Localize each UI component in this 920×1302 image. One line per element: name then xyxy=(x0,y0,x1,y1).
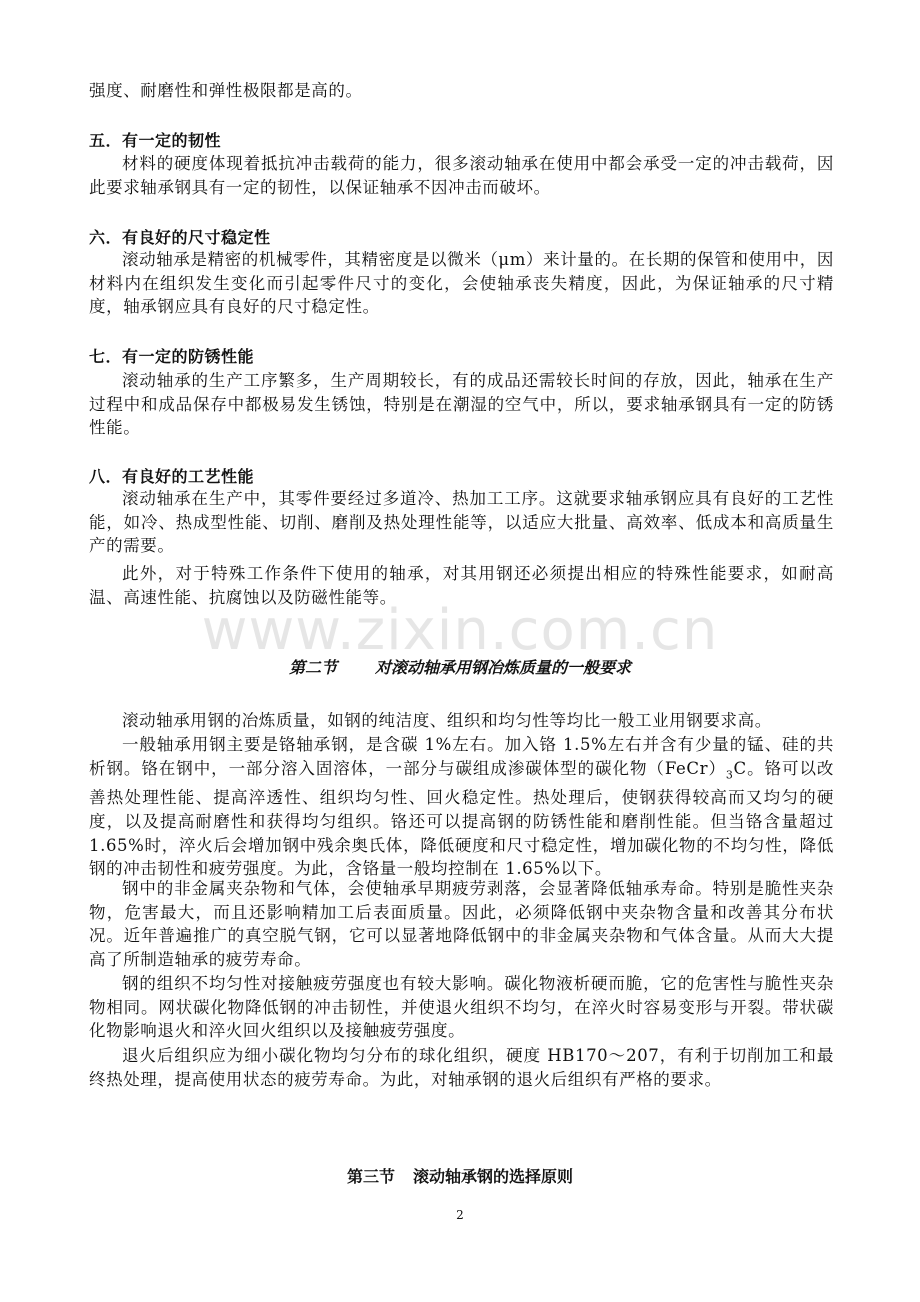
section-2-number: 第二节 xyxy=(288,658,337,677)
section-3-number: 第三节 xyxy=(346,1167,395,1186)
paragraph-toughness: 材料的硬度体现着抵抗冲击载荷的能力，很多滚动轴承在使用中都会承受一定的冲击载荷，因此要求轴承钢具有一定的韧性，以保证轴承不因冲击而破坏。 xyxy=(89,154,834,197)
subscript-3: 3 xyxy=(725,767,734,781)
chromium-text-b: C。铬可以改善热处理性能、提高淬透性、组织均匀性、回火稳定性。热处理后，使钢获得较高而又均匀的硬度，以及提高耐磨性和获得均匀组织。铬还可以提高钢的防锈性能和磨削性能。但当铬含量超过 1.65%时，淬火后会增加钢中残余奥氏体，降低硬度和尺寸稳定性，增加碳化物的不均匀性，降低钢的冲击韧性和疲劳强度。为此，含铬量一般均控制在 1.65%以下。 xyxy=(89,758,834,879)
paragraph-dimensional-stability: 滚动轴承是精密的机械零件，其精密度是以微米（μm）来计量的。在长期的保管和使用中，因材料内在组织发生变化而引起零件尺寸的变化，会使轴承丧失精度，因此，为保证轴承的尺寸精度，轴承钢应具有良好的尺寸稳定性。 xyxy=(89,250,834,317)
section-3-title: 滚动轴承钢的选择原则 xyxy=(413,1167,574,1186)
heading-toughness: 五．有一定的韧性 xyxy=(89,131,222,150)
section-2-title: 对滚动轴承用钢冶炼质量的一般要求 xyxy=(375,658,632,677)
paragraph-special-requirements: 此外，对于特殊工作条件下使用的轴承，对其用钢还必须提出相应的特殊性能要求，如耐高温、高速性能、抗腐蚀以及防磁性能等。 xyxy=(89,564,834,607)
page-number: 2 xyxy=(456,1208,464,1222)
paragraph-chromium-bearing-steel xyxy=(89,733,834,881)
section-3-heading xyxy=(0,1166,920,1188)
heading-process-performance: 八．有良好的工艺性能 xyxy=(89,467,255,486)
paragraph-rust-resistance: 滚动轴承的生产工序繁多，生产周期较长，有的成品还需较长时间的存放，因此，轴承在生产过程中和成品保存中都极易发生锈蚀，特别是在潮湿的空气中，所以，要求轴承钢具有一定的防锈性能。 xyxy=(89,371,834,438)
paragraph-continuation: 强度、耐磨性和弹性极限都是高的。 xyxy=(89,81,363,100)
heading-rust-resistance: 七．有一定的防锈性能 xyxy=(89,347,255,366)
paragraph-annealing: 退火后组织应为细小碳化物均匀分布的球化组织，硬度 HB170～207，有利于切削加工和最终热处理，提高使用状态的疲劳寿命。为此，对轴承钢的退火后组织有严格的要求。 xyxy=(89,1046,834,1089)
chromium-text-a: 一般轴承用钢主要是铬轴承钢，是含碳 1%左右。加入铬 1.5%左右并含有少量的锰、硅的共析钢。铬在钢中，一部分溶入固溶体，一部分与碳组成渗碳体型的碳化物（FeCr） xyxy=(89,735,834,778)
watermark: www.zixin.com.cn xyxy=(201,598,719,663)
paragraph-process-performance: 滚动轴承在生产中，其零件要经过多道冷、热加工工序。这就要求轴承钢应具有良好的工艺性能，如冷、热成型性能、切削、磨削及热处理性能等，以适应大批量、高效率、低成本和高质量生产的需要。 xyxy=(89,489,834,556)
section-2-heading xyxy=(0,657,920,679)
heading-dimensional-stability: 六．有良好的尺寸稳定性 xyxy=(89,228,271,247)
paragraph-smelting-quality: 滚动轴承用钢的冶炼质量，如钢的纯洁度、组织和均匀性等均比一般工业用钢要求高。 xyxy=(122,711,772,730)
paragraph-structure-uniformity: 钢的组织不均匀性对接触疲劳强度也有较大影响。碳化物液析硬而脆，它的危害性与脆性夹杂物相同。网状碳化物降低钢的冲击韧性，并使退火组织不均匀，在淬火时容易变形与开裂。带状碳化物影响退火和淬火回火组织以及接触疲劳强度。 xyxy=(89,974,834,1041)
paragraph-inclusions: 钢中的非金属夹杂物和气体，会使轴承早期疲劳剥落，会显著降低轴承寿命。特别是脆性夹杂物，危害最大，而且还影响精加工后表面质量。因此，必须降低钢中夹杂物含量和改善其分布状况。近年普遍推广的真空脱气钢，它可以显著地降低钢中的非金属夹杂物和气体含量。从而大大提高了所制造轴承的疲劳寿命。 xyxy=(89,879,834,969)
